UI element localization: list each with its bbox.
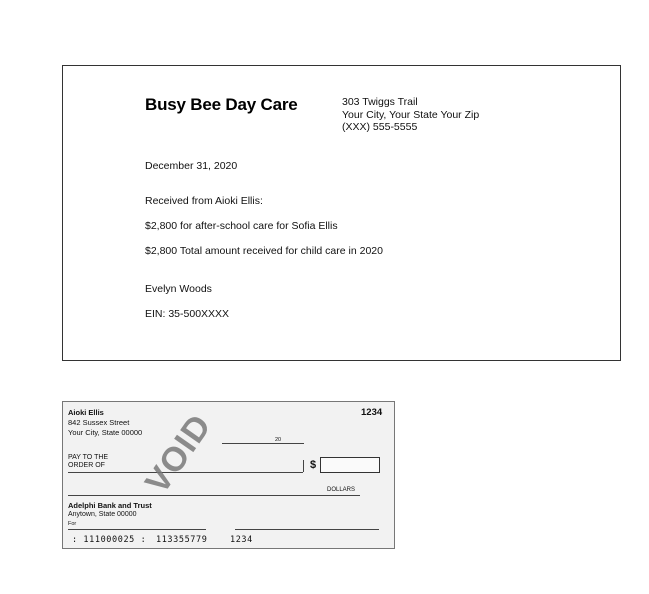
payer-name: Aioki Ellis xyxy=(68,408,104,417)
memo-label: For xyxy=(68,521,77,527)
dollars-label: DOLLARS xyxy=(327,487,356,493)
pay-to-label xyxy=(68,454,108,470)
date-year-prefix: 20 xyxy=(275,437,282,443)
bank-name: Adelphi Bank and Trust xyxy=(68,501,152,510)
service-line: $2,800 for after-school care for Sofia Ellis xyxy=(145,220,338,232)
address-line: Your City, Your State Your Zip xyxy=(342,108,480,121)
address-line: (XXX) 555-5555 xyxy=(342,121,418,133)
pay-to-line2: ORDER OF xyxy=(68,462,105,469)
void-stamp: VOID xyxy=(138,407,220,501)
micr-account: 113355779 xyxy=(156,535,208,545)
signature-line xyxy=(235,529,379,530)
payer-city: Your City, State 00000 xyxy=(68,428,143,437)
dollar-sign: $ xyxy=(310,459,317,471)
amount-box xyxy=(320,457,380,473)
total-line: $2,800 Total amount received for child care in 2020 xyxy=(145,245,383,257)
pay-to-line1: PAY TO THE xyxy=(68,454,109,461)
date-line xyxy=(222,443,304,444)
signer-name: Evelyn Woods xyxy=(145,283,212,295)
amount-words-line xyxy=(68,495,360,496)
memo-line xyxy=(68,529,206,530)
bank-city: Anytown, State 00000 xyxy=(68,511,137,518)
check-number: 1234 xyxy=(361,407,383,418)
payer-street: 842 Sussex Street xyxy=(68,418,130,427)
payee-line-end xyxy=(303,460,304,472)
micr-routing: : 111000025 : xyxy=(72,535,147,545)
micr-check-number: 1234 xyxy=(230,535,253,545)
business-address xyxy=(342,96,479,134)
address-line: 303 Twiggs Trail xyxy=(342,96,418,108)
received-from: Received from Aioki Ellis: xyxy=(145,195,263,207)
voided-check xyxy=(62,401,395,549)
business-name: Busy Bee Day Care xyxy=(145,95,298,114)
receipt xyxy=(62,65,621,361)
ein: EIN: 35-500XXXX xyxy=(145,308,230,320)
receipt-date: December 31, 2020 xyxy=(145,160,238,172)
